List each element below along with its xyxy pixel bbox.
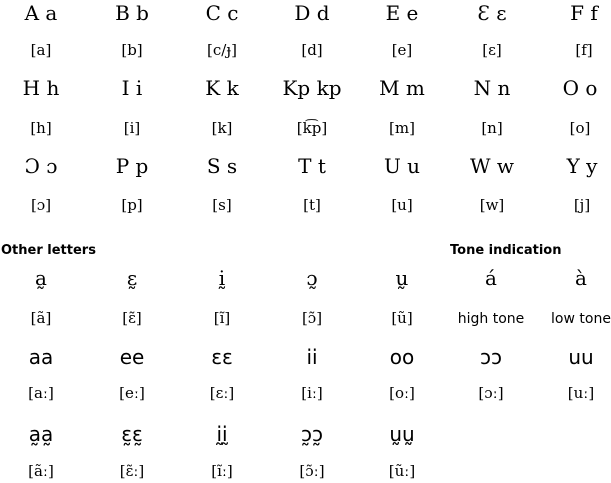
ipa-f: [f] — [575, 41, 593, 59]
other-letter: uu — [568, 345, 594, 369]
other-ipa: [ɛ̃] — [122, 309, 142, 327]
other-ipa: [ɔ̃ː] — [299, 462, 325, 480]
letter-y: Y y — [566, 154, 598, 178]
letter-f: F f — [570, 1, 598, 25]
letter-m: M m — [379, 76, 425, 100]
other-letter: ɔ̰ — [306, 266, 318, 290]
other-ipa: [ã] — [30, 309, 52, 327]
other-letters-heading: Other letters — [1, 243, 96, 258]
other-ipa: [aː] — [28, 384, 54, 402]
ipa-p: [p] — [121, 196, 143, 214]
letter-n: N n — [473, 76, 511, 100]
letter-b: B b — [115, 1, 149, 25]
other-ipa: [oː] — [389, 384, 415, 402]
ipa-y: [j] — [573, 196, 591, 214]
letter-t: T t — [298, 154, 326, 178]
ipa-u: [u] — [391, 196, 413, 214]
ipa-kp: [k͡p] — [296, 119, 328, 137]
other-letter: oo — [389, 345, 415, 369]
ipa-w: [w] — [479, 196, 505, 214]
other-letter: aa — [28, 345, 54, 369]
other-ipa: [ɔː] — [478, 384, 504, 402]
other-letter: ɔ̰ɔ̰ — [301, 422, 323, 446]
other-letter: ɛ̰ — [126, 266, 138, 290]
other-letter: ṵ — [395, 266, 409, 290]
letter-e: E e — [385, 1, 419, 25]
letter-open-e: Ɛ ɛ — [477, 1, 507, 25]
ipa-m: [m] — [389, 119, 415, 137]
other-ipa: [iː] — [301, 384, 323, 402]
other-ipa: [ĩ] — [213, 309, 231, 327]
other-ipa: [ɛː] — [209, 384, 235, 402]
ipa-i: [i] — [123, 119, 141, 137]
letter-kp: Kp kp — [282, 76, 342, 100]
other-ipa: [ũː] — [388, 462, 416, 480]
letter-u: U u — [383, 154, 421, 178]
tone-label-low: low tone — [551, 311, 611, 327]
ipa-a: [a] — [30, 41, 52, 59]
letter-open-o: Ɔ ɔ — [24, 154, 58, 178]
letter-i: I i — [121, 76, 143, 100]
other-ipa: [ũ] — [391, 309, 413, 327]
other-letter: ɛ̰ɛ̰ — [121, 422, 143, 446]
ipa-e: [e] — [391, 41, 413, 59]
tone-letter-low: à — [575, 266, 587, 290]
other-letter: ee — [119, 345, 145, 369]
tone-indication-heading: Tone indication — [450, 243, 562, 258]
ipa-d: [d] — [301, 41, 323, 59]
ipa-o: [o] — [569, 119, 591, 137]
other-ipa: [eː] — [119, 384, 145, 402]
letter-s: S s — [206, 154, 238, 178]
letter-o: O o — [562, 76, 598, 100]
letter-a: A a — [24, 1, 58, 25]
other-ipa: [ĩː] — [211, 462, 233, 480]
ipa-c: [c/ɟ] — [207, 41, 237, 59]
letter-w: W w — [469, 154, 515, 178]
tone-label-high: high tone — [457, 311, 525, 327]
other-letter: ḭ — [218, 266, 226, 290]
other-letter: a̰ — [35, 266, 47, 290]
ipa-s: [s] — [212, 196, 232, 214]
letter-k: K k — [205, 76, 239, 100]
ipa-n: [n] — [481, 119, 503, 137]
letter-d: D d — [294, 1, 330, 25]
letter-p: P p — [115, 154, 149, 178]
other-ipa: [ãː] — [28, 462, 54, 480]
other-letter: ḭḭ — [216, 422, 228, 446]
other-letter: ɔɔ — [480, 345, 502, 369]
ipa-open-o: [ɔ] — [30, 196, 52, 214]
other-ipa: [ɔ̃] — [301, 309, 323, 327]
other-ipa: [ɛ̃ː] — [119, 462, 145, 480]
ipa-h: [h] — [30, 119, 52, 137]
other-letter: a̰a̰ — [28, 422, 54, 446]
letter-h: H h — [22, 76, 60, 100]
ipa-k: [k] — [211, 119, 233, 137]
letter-c: C c — [205, 1, 239, 25]
ipa-t: [t] — [303, 196, 321, 214]
ipa-open-e: [ɛ] — [482, 41, 502, 59]
other-letter: ɛɛ — [211, 345, 233, 369]
other-letter: ṵṵ — [389, 422, 415, 446]
ipa-b: [b] — [121, 41, 143, 59]
tone-letter-high: á — [485, 266, 497, 290]
other-ipa: [uː] — [567, 384, 595, 402]
other-letter: ii — [306, 345, 318, 369]
